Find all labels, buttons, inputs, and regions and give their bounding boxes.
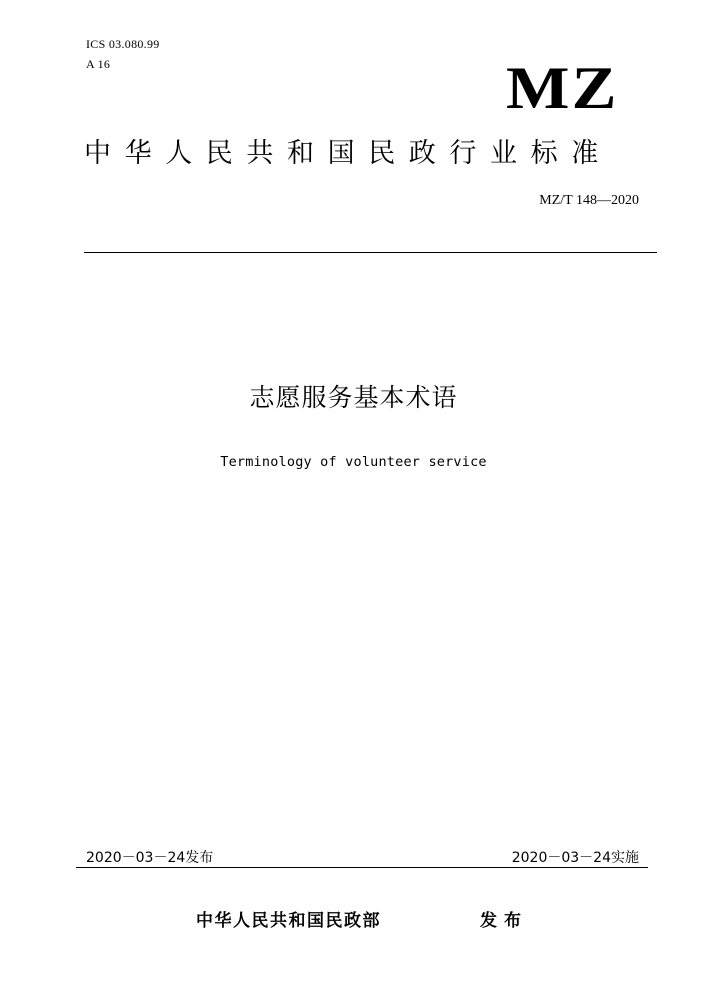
ccs-code: A 16: [86, 57, 111, 71]
mz-logo: MZ: [506, 55, 619, 121]
issue-date: 2020－03－24发布: [86, 850, 214, 866]
publish-label: 发布: [480, 911, 528, 931]
ics-code: ICS 03.080.99: [86, 37, 160, 51]
bottom-divider: [76, 867, 648, 868]
implementation-date: 2020－03－24实施: [511, 850, 639, 866]
standard-code: MZ/T 148—2020: [539, 193, 639, 208]
document-title-zh: 志愿服务基本术语: [249, 383, 458, 412]
top-divider: [84, 252, 657, 253]
publisher-name: 中华人民共和国民政部: [196, 911, 381, 931]
document-title-en: Terminology of volunteer service: [220, 454, 487, 470]
standard-type-heading: 中华人民共和国民政行业标准: [84, 138, 612, 169]
